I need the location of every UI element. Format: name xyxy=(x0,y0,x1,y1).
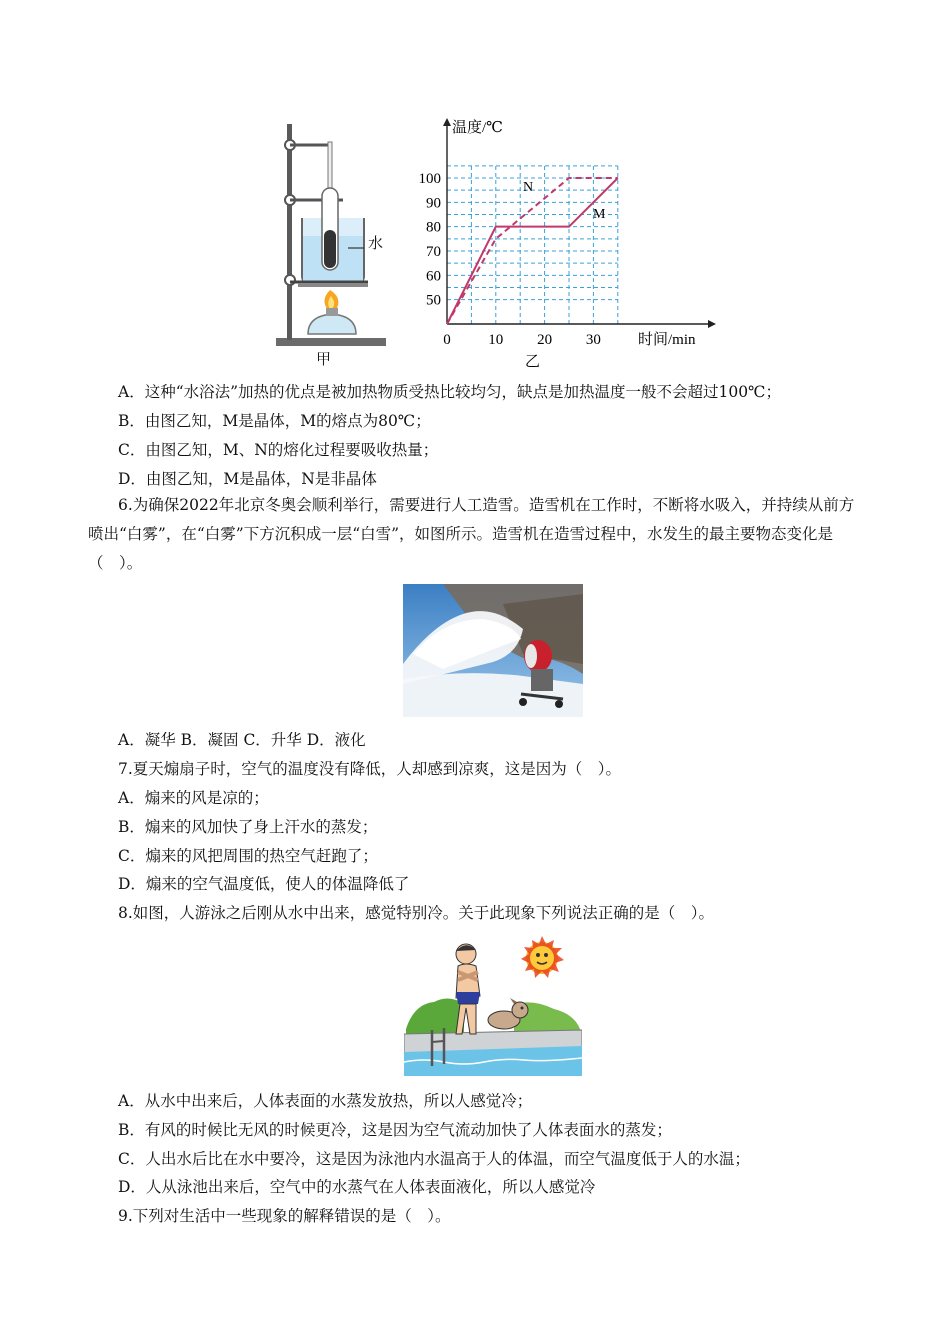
apparatus-caption: 甲 xyxy=(316,350,332,368)
q8-option-a: A．从水中出来后，人体表面的水蒸发放热，所以人感觉冷； xyxy=(118,1092,533,1110)
x-tick-label: 20 xyxy=(537,332,553,348)
y-tick-label: 80 xyxy=(426,219,441,236)
axes xyxy=(443,118,716,328)
snow-machine-photo xyxy=(403,584,583,717)
q7-stem: 7.夏天煽扇子时，空气的温度没有降低，人却感到凉爽，这是因为（ ）。 xyxy=(118,760,622,778)
graph-svg xyxy=(412,112,722,374)
q8-option-b: B．有风的时候比无风的时候更冷，这是因为空气流动加快了人体表面水的蒸发； xyxy=(118,1121,672,1139)
q6-options: A．凝华 B．凝固 C．升华 D．液化 xyxy=(118,731,366,749)
q5-option-c: C．由图乙知，M、N的熔化过程要吸收热量； xyxy=(118,441,439,459)
q8-option-c: C．人出水后比在水中要冷，这是因为泳池内水温高于人的体温，而空气温度低于人的水温； xyxy=(118,1150,750,1168)
x-axis-label: 时间/min xyxy=(638,332,696,348)
swimmer-illustration xyxy=(404,934,582,1076)
q5-option-d: D．由图乙知，M是晶体，N是非晶体 xyxy=(118,470,377,488)
curve-n-label: N xyxy=(523,180,534,195)
q7-option-a: A．煽来的风是凉的； xyxy=(118,789,269,807)
y-tick-label: 50 xyxy=(426,292,441,309)
snow-machine-image xyxy=(403,584,583,717)
y-tick-label: 70 xyxy=(426,244,441,260)
q9-stem: 9.下列对生活中一些现象的解释错误的是（ ）。 xyxy=(118,1207,451,1225)
x-tick-label: 10 xyxy=(488,332,504,348)
y-tick-label: 60 xyxy=(426,268,441,285)
x-tick-label: 0 xyxy=(443,332,451,348)
apparatus-figure xyxy=(268,120,398,370)
y-tick-label: 90 xyxy=(426,195,441,212)
temperature-time-graph xyxy=(412,112,722,374)
q5-option-b: B．由图乙知，M是晶体，M的熔点为80℃； xyxy=(118,412,431,430)
y-tick-label: 100 xyxy=(418,171,441,187)
q8-option-d: D．人从泳池出来后，空气中的水蒸气在人体表面液化，所以人感觉冷 xyxy=(118,1178,596,1196)
curve-m-label: M xyxy=(593,207,606,222)
q6-stem: 6.为确保2022年北京冬奥会顺利举行，需要进行人工造雪。造雪机在工作时，不断将水吸入，并持续从前方喷出“白雾”，在“白雾”下方沉积成一层“白雪”，如图所示。造雪机在造雪过程中，水发生的最主要物态变化是（ ）。 xyxy=(88,496,855,572)
water-label: 水 xyxy=(368,234,384,252)
q7-option-b: B．煽来的风加快了身上汗水的蒸发； xyxy=(118,818,378,836)
q7-option-d: D．煽来的空气温度低，使人的体温降低了 xyxy=(118,875,410,893)
cold-swimmer-image xyxy=(404,934,582,1076)
x-tick-label: 30 xyxy=(585,332,601,348)
q7-option-c: C．煽来的风把周围的热空气赶跑了； xyxy=(118,847,378,865)
y-axis-label: 温度/℃ xyxy=(452,120,503,136)
q5-option-a: A．这种“水浴法”加热的优点是被加热物质受热比较均匀，缺点是加热温度一般不会超过100℃； xyxy=(118,383,781,401)
q8-stem: 8.如图，人游泳之后刚从水中出来，感觉特别冷。关于此现象下列说法正确的是（ ）。 xyxy=(118,904,715,922)
graph-caption: 乙 xyxy=(525,354,541,370)
